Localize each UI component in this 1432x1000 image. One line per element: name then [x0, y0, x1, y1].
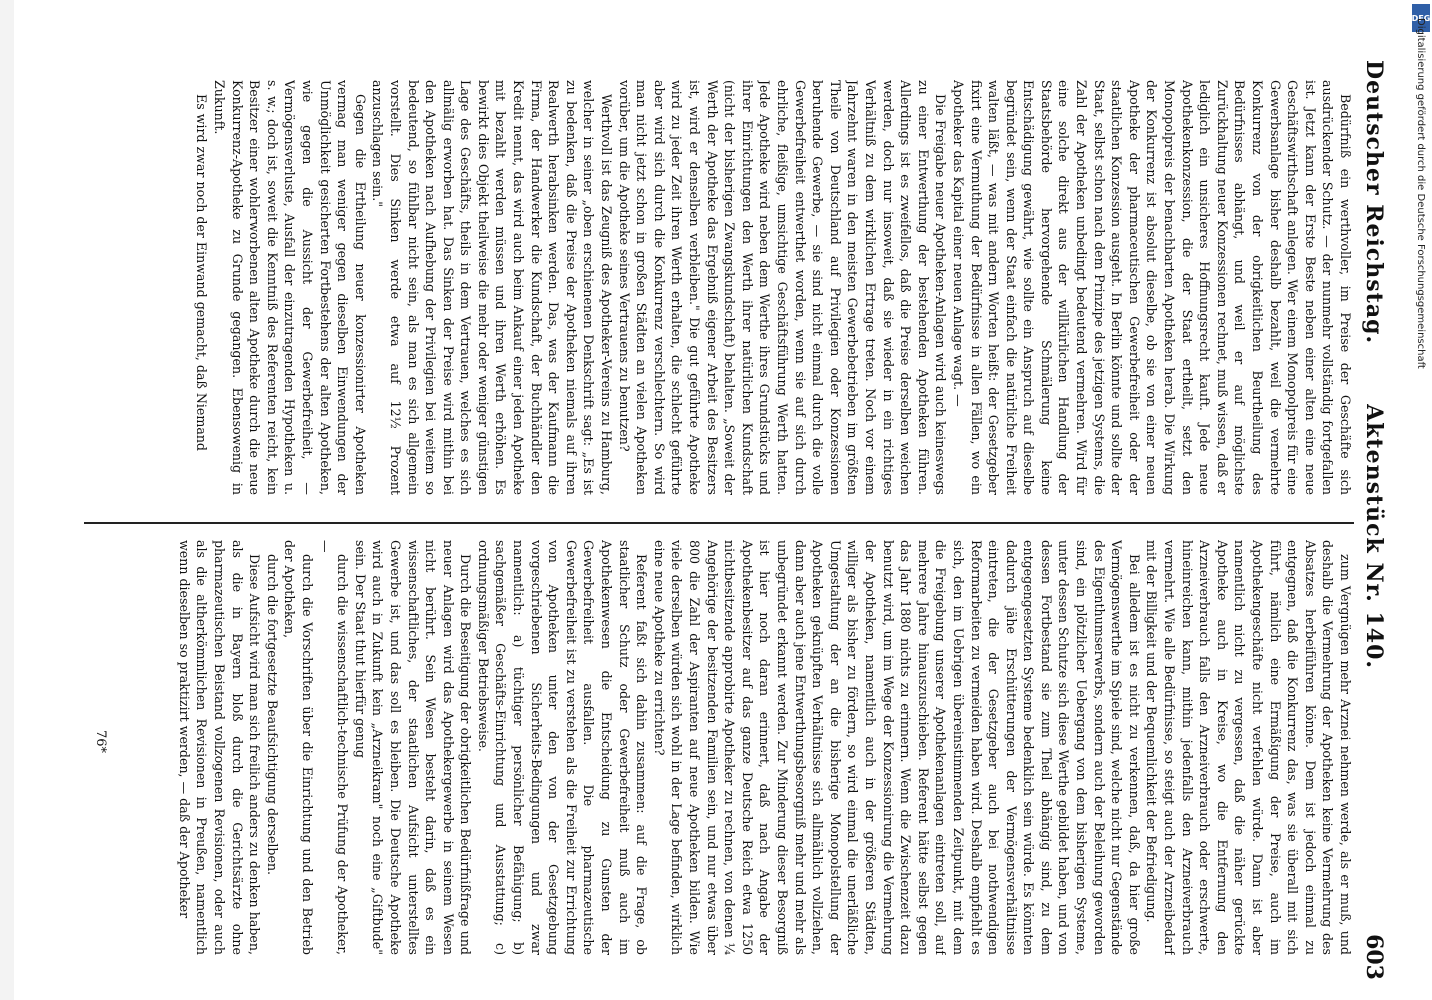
paragraph: Werthvoll ist das Zeugniß des Apotheker-Vereins zu Hamburg, welcher in seiner „oben erschienenen Denkschrift sagt: „Es ist zu bedenken, daß die Preise der Apotheken niemals auf ihren Realwerth herabsinken werden. Das, was der Kaufmann die Firma, der Handwerker die Kundschaft, der Buchhändler den Kredit nennt, das wird auch beim Ankauf einer jeden Apotheke mit bezahlt werden müssen und ihren Werth erhöhen. Es bewirkt dies Objekt theilweise die mehr oder weniger günstigen Lage des Geschäfts, theils in dem Vertrauen, welches es sich allmälig erworben hat. Das Sinken der Preise wird mithin bei den Apotheken nach Aufhebung der Privilegien bei weitem so bedeutend, so fühlbar nicht sein, als man es sich allgemein vorstellt. Dies Sinken werde etwa auf 12½ Prozent anzuschlagen sein."	[370, 80, 615, 495]
paragraph: Durch die Beseitigung der obrigkeitlichen Bedürfnißfrage und neuer Anlagen wird das Apothekergewerbe in seinem Wesen nicht berührt. Sein Wesen besteht darin, daß es ein wissenschaftliches, der staatlichen Aufsicht unterstelltes Gewerbe ist, und das soll es bleiben. Die Deutsche Apotheke wird auch in Zukunft kein „Arzneikram" noch eine „Giftbude" sein. Der Staat thut hierfür genug	[352, 540, 474, 955]
paragraph: durch die wissenschaftlich-technische Prüfung der Apotheker, —	[317, 540, 351, 955]
paragraph: Bedürfniß ein werthvoller, im Preise der Geschäfte sich ausdrückender Schutz. — der nunmehr vollständig fortgefallen ist. Jetzt kann der Erste Beste neben einer alten eine neue Geschäftswirthschaft anlegen. Wer einem Monopolpreis für eine Gewerbsanlage bisher deshalb bezahlt, weil die vermehrte Konkurrenz von der obrigkeitlichen Beurtheilung des Bedürfnisses abhängt, und weil er auf möglichste Zurückhaltung neuer Konzessionen rechnet, muß wissen, daß er lediglich ein unsicheres Hoffnungsrecht kauft. Jede neue Apothekenkonzession, die der Staat ertheilt, setzt den Monopolpreis der benachbarten Apotheken herab. Die Wirkung der Konkurrenz ist absolut dieselbe, ob sie von einer neuen Apotheke der pharmaceutischen Gewerbefreiheit oder der staatlichen Konzession ausgeht. In Berlin könnte und sollte der Staat, selbst schon nach dem Prinzipe des jetzigen Systems, die Zahl der Apotheken unbedingt bedeutend vermehren. Wird für eine solche direkt aus der willkürlichen Handlung der Staatsbehörde hervorgehende Schmälerung keine Entschädigung gewährt, wie sollte ein Anspruch auf dieselbe begründet sein, wenn der Staat einfach die natürliche Freiheit walten läßt, — was mit andern Worten heißt: der Gesetzgeber fixirt eine Vermuthung der Bedürfnisse in allen Fällen, wo ein Apotheker das Kapital einer neuen Anlage wagt. —	[950, 80, 1353, 495]
column-divider	[84, 522, 1354, 524]
dfg-logo: DFG	[1412, 4, 1430, 32]
rotated-page-content	[68, 0, 1398, 1000]
paragraph: Bei alledem ist es nicht zu verkennen, daß, da hier große Vermögenswerthe im Spiele sind, welche nicht nur Gegenstände des Eigenthumserwerbs, sondern auch der Beleihung geworden sind, ein plötzlicher Uebergang von dem bisherigen Systeme, unter dessen Schutze sich diese Werthe gebildet haben, und von dessen Fortbestand sie zum Theil abhängig sind, zu dem entgegengesetzten Systeme bedenklich sein würde. Es könnten dadurch jähe Erschütterungen der Vermögensverhältnisse eintreten, die der Gesetzgeber auch bei nothwendigen Reformarbeiten zu vermeiden haben wird. Deshalb empfiehlt es sich, den im Uebrigen übereinstimmenden Zeitpunkt, mit dem die Freigebung unserer Apothekenanlagen eintreten soll, auf mehrere Jahre hinauszuschieben. Referent hätte selbst gegen das Jahr 1880 nichts zu erinnern. Wenn die Zwischenzeit dazu benutzt wird, um im Wege der Konzessionirung die Vermehrung der Apotheken, namentlich auch in der größeren Städten, williger als bisher zu fördern, so wird einmal die unerläßliche Umgestaltung der an die bisherige Monopolstellung der Apotheken geknüpften Verhältnisse sich allmählich vollziehen, dann aber auch jene Entwerthungsbesorgniß mehr und mehr als unbegründet erkannt werden. Zur Minderung dieser Besorgniß ist hier noch daran erinnert, daß nach Angabe der Apothekenbesitzer auf das ganze Deutsche Reich etwa 1250 nichtbesitzende approbirte Apotheker zu rechnen, von denen ¼ Angehörige der besitzenden Familien sein, und nur etwas über 800 die Zahl der Aspiranten auf neue Apotheken bilden. Wie viele derselben würden sich wohl in der Lage befinden, wirklich eine neue Apotheke zu errichten?	[651, 540, 1142, 955]
scan-edge	[0, 0, 14, 1000]
paragraph: Diese Aufsicht wird man sich freilich anders zu denken haben, als die in Bayern bloß durch die Gerichtsärzte ohne pharmazeutischen Beistand vollzogenen Revisionen, oder auch als die altherkömmlichen Revisionen in Preußen, namentlich wenn dieselben so praktizirt werden, — daß der Apotheker	[176, 540, 263, 955]
paragraph: Es wird zwar noch der Einwand gemacht, daß Niemand	[194, 94, 210, 451]
paragraph: Referent faßt sich dahin zusammen: auf die Frage, ob staatlicher Schutz oder Gewerbefreiheit muß auch im Apothekenwesen die Entscheidung zu Gunsten der Gewerbefreiheit ausfallen. Die pharmazeutische Gewerbefreiheit ist zu verstehen als die Freiheit zur Errichtung von Apotheken unter den von der Gesetzgebung vorgeschriebenen Sicherheits-Bedingungen und zwar namentlich: a) tüchtiger persönlicher Befähigung; b) sachgemäßer Geschäfts-Einrichtung und Ausstattung; c) ordnungsmäßiger Betriebsweise.	[475, 540, 650, 955]
text-column-right	[74, 540, 1354, 955]
paragraph: Die Freigabe neuer Apotheken-Anlagen wird auch keineswegs zu einer Entwerthung der bestehenden Apotheken führen. Allerdings ist es zweifellos, daß die Preise derselben weichen werden, doch nur insoweit, daß sie wieder in ein richtiges Verhältniß zu dem wirklichen Ertrage treten. Noch vor einem Jahrzehnt waren in den meisten Gewerbebetrieben im größten Theile von Deutschland auf Privilegien oder Konzessionen beruhende Gewerbe, — sie sind nicht einmal durch die volle Gewerbefreiheit entwerthet worden, wenn sie auf sich durch ehrliche, fleißige, umsichtige Geschäftsführung Werth hatten. Jede Apotheke wird neben dem Werthe ihres Grundstücks und ihrer Einrichtungen den Werth ihrer natürlichen Kundschaft (nicht der bisherigen Zwangskundschaft) behalten. „Soweit der Werth der Apotheke das Ergebniß eigener Arbeit des Besitzers ist, wird er denselben verbleiben." Die gut geführte Apotheke wird zu jeder Zeit ihren Werth erhalten, die schlecht geführte aber wird sich durch die Konkurrenz verschlechtern. So wird man nicht jetzt schon in großen Städten an vielen Apotheken vorüber, um die Apotheke seines Vertrauens zu benutzen?	[616, 80, 949, 495]
page-number: 603	[1361, 934, 1387, 980]
paragraph: durch die Vorschriften über die Einrichtung und den Betrieb der Apotheken,	[282, 540, 315, 955]
paragraph: zum Vergnügen mehr Arznei nehmen werde, als er muß, und deshalb die Vermehrung der Apotheken keine Vermehrung des Absatzes herbeiführen könne. Dem ist jedoch einmal zu entgegnen, daß die Konkurrenz das, was sie überall mit sich führt, nämlich eine Ermäßigung der Preise, auch im Apothekengeschäfte nicht verfehlen würde. Dann ist aber namentlich nicht zu vergessen, daß die näher gerückte Apotheke auch in Kreise, wo die Entfernung den Arzneiverbrauch falls den Arzneiverbrauch oder erschwerte, hineinreichen kann, mithin jedenfalls den Arzneiverbrauch vermehrt. Wie alle Bedürfnisse, so steigt auch der Arzneibedarf mit der Billigkeit und der Bequemlichkeit der Befriedigung.	[1144, 540, 1353, 955]
paragraph: durch die fortgesetzte Beaufsichtigung derselben.	[264, 554, 280, 876]
digitization-credit	[1410, 10, 1428, 990]
signature-mark: 76*	[93, 730, 108, 754]
credit-text: Digitalisierung gefördert durch die Deutsche Forschungsgemeinschaft	[1415, 18, 1426, 369]
header-document-number: Aktenstück Nr. 140.	[1361, 404, 1387, 670]
text-column-left	[74, 80, 1354, 495]
paragraph: Gegen die Ertheilung neuer konzessionirter Apotheken vermag man weniger gegen dieselben Einwendungen der Unmöglichkeit gesicherten Fortbestehens der alten Apotheken, wie gegen die Aussicht der Gewerbefreiheit, — Vermögensverluste, Ausfall der einzutragenden Hypotheken u. s. w.; doch ist, soweit die Kenntniß des Referenten reicht, kein Besitzer einer wohlerworbenen alten Apotheke durch die neue Konkurrenz-Apotheke zu Grunde gegangen. Ebensowenig in Zukunft.	[212, 80, 368, 495]
page-header	[1354, 60, 1394, 980]
header-left-title: Deutscher Reichstag.	[1361, 60, 1387, 345]
